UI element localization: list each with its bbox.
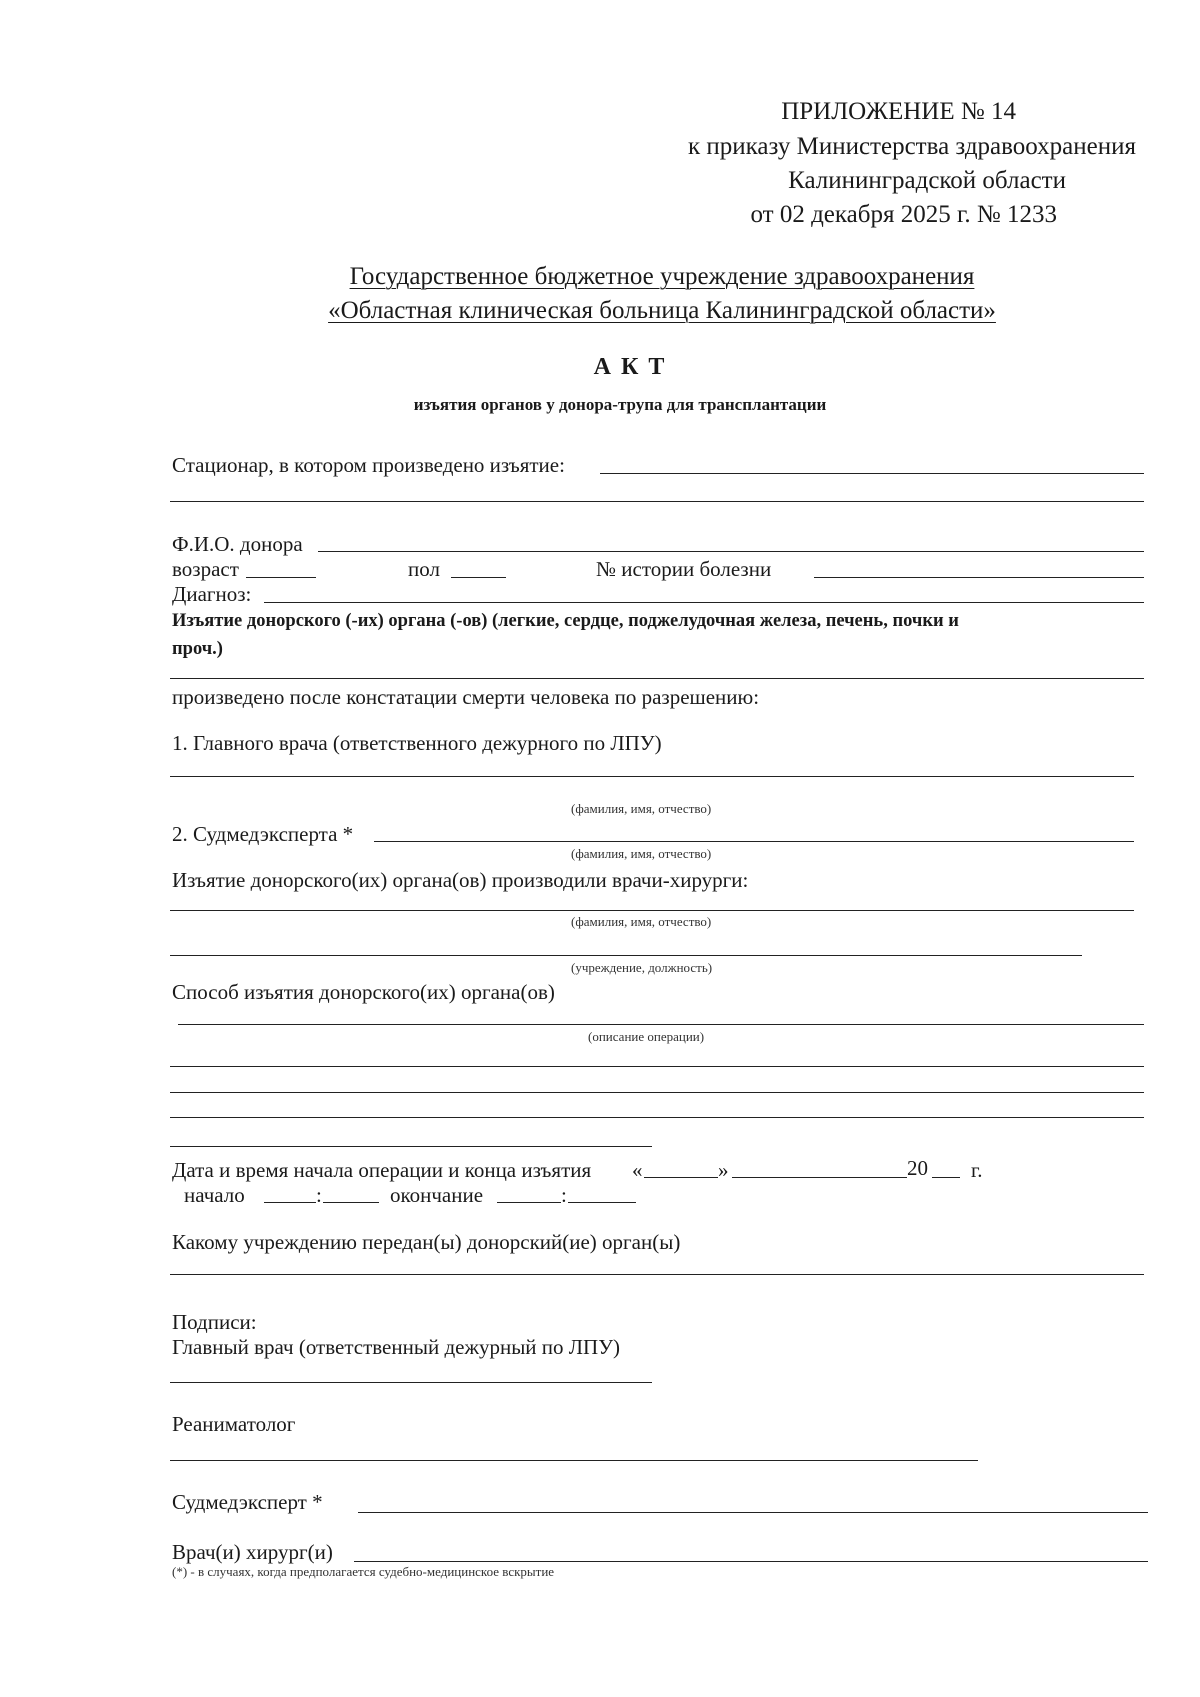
year-suffix: г. [971,1158,983,1182]
forensic-signature-label: Судмедэксперт * [172,1490,323,1514]
caption-institution: (учреждение, должность) [571,960,713,975]
appendix-region-line: Калининградской области [788,167,1066,194]
end-hours-field[interactable] [497,1202,561,1203]
surgeons-institution-field[interactable] [170,955,1082,956]
sex-label: пол [408,557,440,581]
reanimatologist-label: Реаниматолог [172,1412,296,1436]
date-day-field[interactable] [644,1177,718,1178]
appendix-number: ПРИЛОЖЕНИЕ № 14 [781,98,1016,125]
act-subtitle: изъятия органов у донора-трупа для трансплантации [413,395,827,414]
removal-organs-line-2: проч.) [172,639,223,659]
forensic-signature-field[interactable] [358,1512,1148,1513]
performed-after-text: произведено после констатации смерти человека по разрешению: [172,685,760,709]
forensic-field[interactable] [374,841,1134,842]
hospital-field-continuation[interactable] [170,501,1144,502]
diagnosis-field[interactable] [264,602,1144,603]
operation-description-line-1[interactable] [170,1066,1144,1067]
diagnosis-label: Диагноз: [172,582,252,606]
hospital-label: Стационар, в котором произведено изъятие: [172,453,565,477]
caption-fio-3: (фамилия, имя, отчество) [571,914,712,929]
age-label: возраст [172,557,239,581]
age-field[interactable] [246,577,316,578]
caption-fio-2: (фамилия, имя, отчество) [571,846,712,861]
caption-operation: (описание операции) [588,1029,705,1044]
institution-line-1: Государственное бюджетное учреждение здравоохранения [349,263,975,290]
sex-field[interactable] [451,577,506,578]
end-minutes-field[interactable] [568,1202,636,1203]
caption-fio-1: (фамилия, имя, отчество) [571,801,712,816]
date-quote-open: « [632,1158,643,1182]
hospital-field[interactable] [600,473,1144,474]
surgeons-signature-label: Врач(и) хирург(и) [172,1540,333,1564]
donor-name-field[interactable] [318,551,1144,552]
date-month-field[interactable] [732,1177,907,1178]
history-number-field[interactable] [814,577,1144,578]
organs-field[interactable] [170,678,1144,679]
datetime-label: Дата и время начала операции и конца изъятия [172,1158,592,1182]
year-prefix: 20 [907,1156,928,1180]
chief-signature-field[interactable] [170,1382,652,1383]
surgeons-field[interactable] [170,910,1134,911]
institution-line-2: «Областная клиническая больница Калининградской области» [328,297,996,324]
chief-doctor-item: 1. Главного врача (ответственного дежурного по ЛПУ) [172,731,662,755]
operation-description-line-2[interactable] [170,1092,1144,1093]
method-field[interactable] [178,1024,1144,1025]
transferred-label: Какому учреждению передан(ы) донорский(ие) орган(ы) [172,1230,681,1254]
method-label: Способ изъятия донорского(их) органа(ов) [172,980,555,1004]
removal-organs-line-1: Изъятие донорского (-их) органа (-ов) (легкие, сердце, поджелудочная железа, печень, почки и [172,611,959,631]
chief-doctor-field[interactable] [170,776,1134,777]
start-label: начало [184,1183,245,1207]
signatures-title: Подписи: [172,1310,257,1334]
forensic-item: 2. Судмедэксперта * [172,822,354,846]
history-label: № истории болезни [596,557,772,581]
start-colon: : [316,1183,322,1207]
chief-signature-label: Главный врач (ответственный дежурный по ЛПУ) [172,1335,621,1359]
surgeons-signature-field[interactable] [354,1561,1148,1562]
transferred-field[interactable] [170,1274,1144,1275]
end-label: окончание [390,1183,484,1207]
operation-description-line-4[interactable] [170,1146,652,1147]
appendix-order-line: к приказу Министерства здравоохранения [687,133,1136,160]
date-quote-close: » [718,1158,729,1182]
appendix-date-line: от 02 декабря 2025 г. № 1233 [750,201,1057,228]
reanimatologist-signature-field[interactable] [170,1460,978,1461]
start-minutes-field[interactable] [323,1202,379,1203]
footnote: (*) - в случаях, когда предполагается судебно-медицинское вскрытие [172,1564,555,1579]
donor-name-label: Ф.И.О. донора [172,532,303,556]
operation-description-line-3[interactable] [170,1117,1144,1118]
year-field[interactable] [932,1177,960,1178]
surgeons-label: Изъятие донорского(их) органа(ов) производили врачи-хирурги: [172,868,749,892]
start-hours-field[interactable] [264,1202,316,1203]
act-title: А К Т [593,354,667,380]
end-colon: : [561,1183,567,1207]
